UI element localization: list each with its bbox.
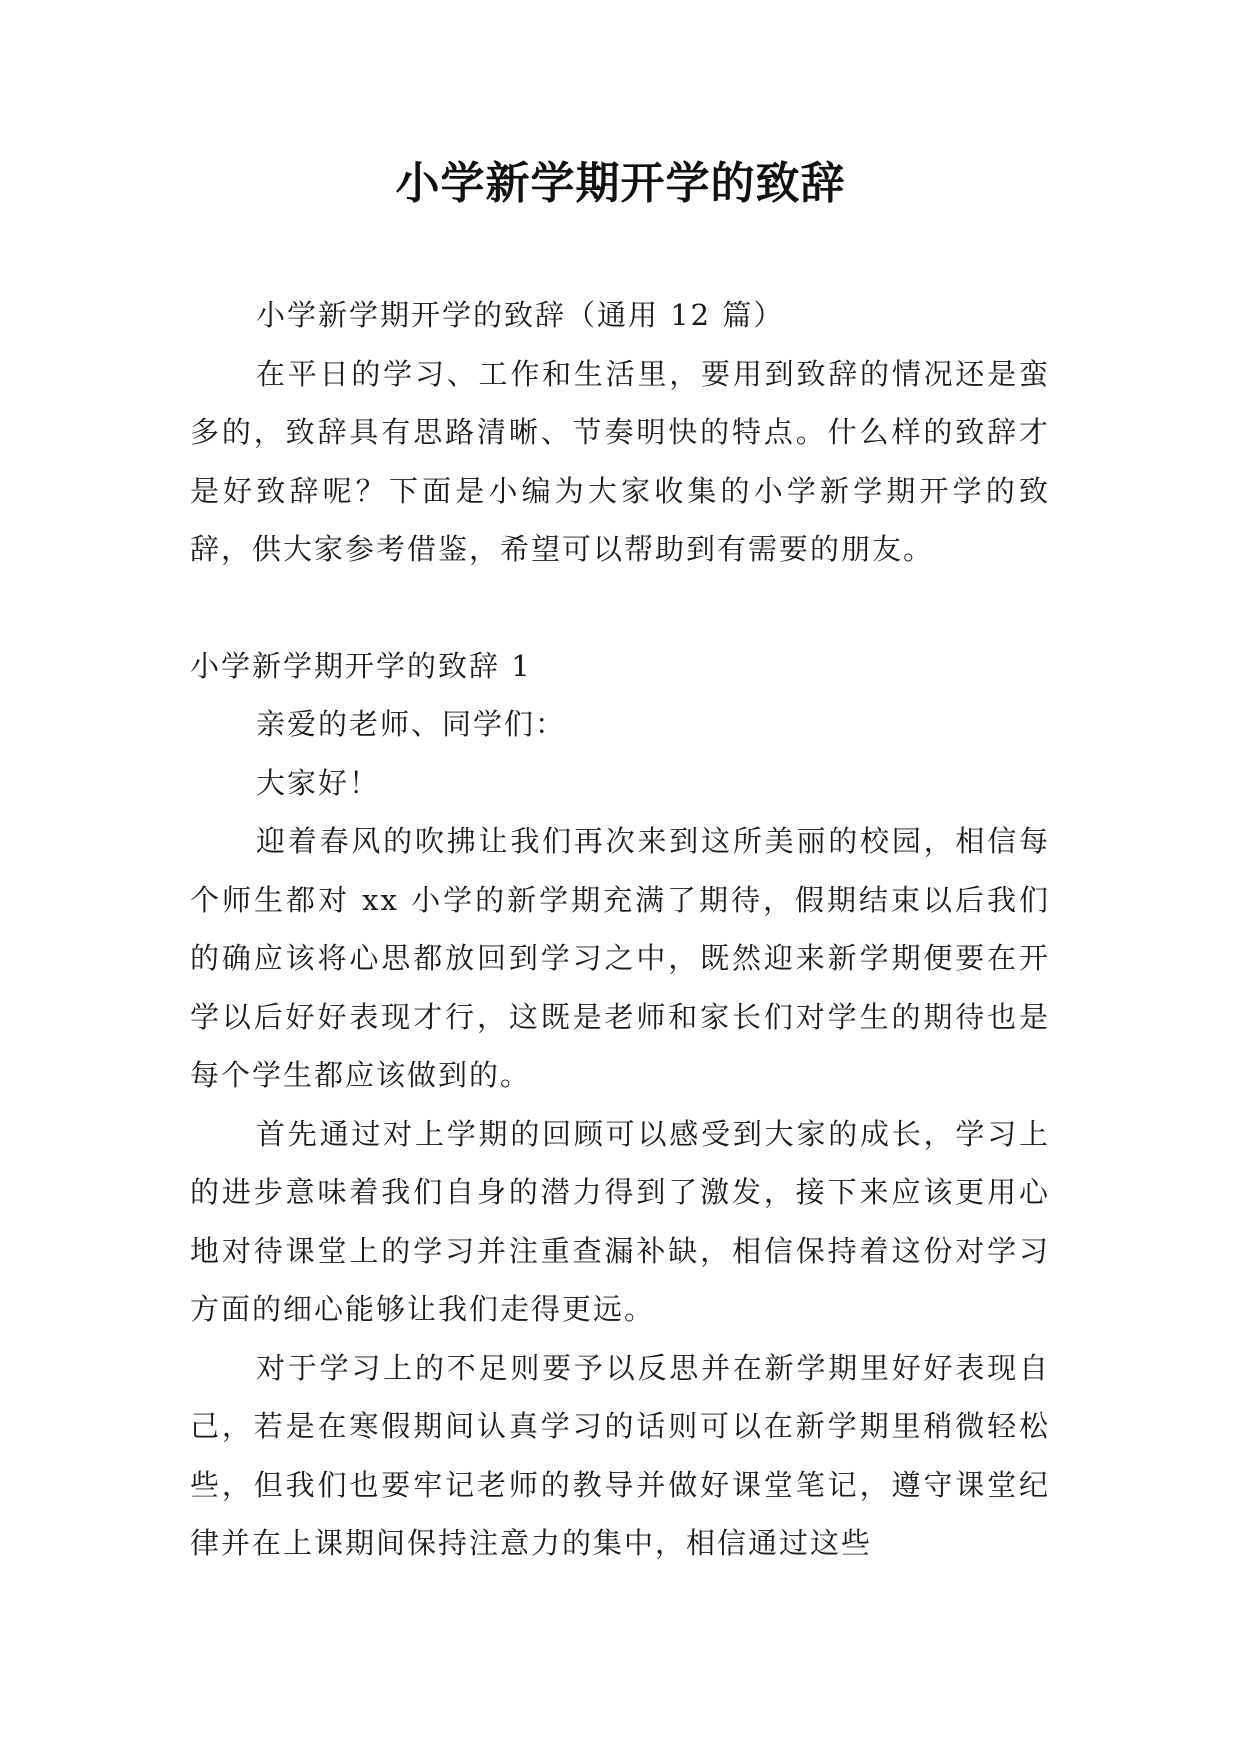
document-subtitle: 小学新学期开学的致辞（通用 12 篇） (256, 298, 785, 332)
document-body (190, 286, 1050, 1573)
intro-paragraph: 在平日的学习、工作和生活里，要用到致辞的情况还是蛮多的，致辞具有思路清晰、节奏明快的特点。什么样的致辞才是好致辞呢？下面是小编为大家收集的小学新学期开学的致辞，供大家参考借鉴，希望可以帮助到有需要的朋友。 (190, 356, 1050, 566)
hello-line: 大家好！ (256, 765, 381, 800)
body-paragraph: 迎着春风的吹拂让我们再次来到这所美丽的校园，相信每个师生都对 xx 小学的新学期充满了期待，假期结束以后我们的确应该将心思都放回到学习之中，既然迎来新学期便要在开学以后好好表现才行，这既是老师和家长们对学生的期待也是每个学生都应该做到的。 (190, 824, 1050, 1092)
body-paragraph: 首先通过对上学期的回顾可以感受到大家的成长，学习上的进步意味着我们自身的潜力得到了激发，接下来应该更用心地对待课堂上的学习并注重查漏补缺，相信保持着这份对学习方面的细心能够让我们走得更远。 (190, 1116, 1050, 1326)
body-paragraph: 对于学习上的不足则要予以反思并在新学期里好好表现自己，若是在寒假期间认真学习的话则可以在新学期里稍微轻松些，但我们也要牢记老师的教导并做好课堂笔记，遵守课堂纪律并在上课期间保持注意力的集中，相信通过这些 (190, 1350, 1050, 1560)
greeting-line: 亲爱的老师、同学们： (256, 707, 567, 741)
section-heading: 小学新学期开学的致辞 1 (190, 648, 532, 683)
document-title: 小学新学期开学的致辞 (395, 158, 846, 209)
